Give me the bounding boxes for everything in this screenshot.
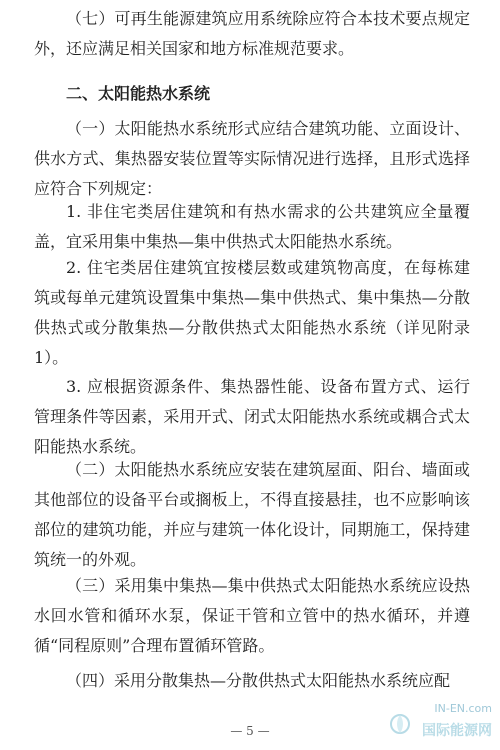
paragraph-installation: （二）太阳能热水系统应安装在建筑屋面、阳台、墙面或其他部位的设备平台或搁板上，不得直接悬挂，也不应影响该部位的建筑功能，并应与建筑一体化设计，同期施工，保持建筑统一的外观。 bbox=[34, 460, 470, 569]
paragraph-rule-3: 3. 应根据资源条件、集热器性能、设备布置方式、运行管理条件等因素，采用开式、闭式太阳能热水系统或耦合式太阳能热水系统。 bbox=[34, 377, 470, 456]
paragraph-system-selection: （一）太阳能热水系统形式应结合建筑功能、立面设计、供水方式、集热器安装位置等实际情况进行选择，且形式选择应符合下列规定： bbox=[34, 119, 470, 198]
paragraph-rule-2: 2. 住宅类居住建筑宜按楼层数或建筑物高度，在每栋建筑或每单元建筑设置集中集热—集中供热式、集中集热—分散供热式或分散集热—分散供热式太阳能热水系统（详见附录1）。 bbox=[34, 258, 470, 367]
watermark-site-name: 国际能源网 bbox=[422, 723, 492, 739]
watermark bbox=[388, 702, 492, 740]
paragraph-centralized-system: （三）采用集中集热—集中供热式太阳能热水系统应设热水回水管和循环水泵，保证干管和立管中的热水循环，并遵循“同程原则”合理布置循环管路。 bbox=[34, 576, 470, 655]
section-heading-solar-hot-water: 二、太阳能热水系统 bbox=[66, 84, 211, 103]
paragraph-distributed-system: （四）采用分散集热—分散供热式太阳能热水系统应配 bbox=[66, 671, 451, 690]
energy-logo-icon bbox=[388, 712, 412, 736]
paragraph-item-7: （七）可再生能源建筑应用系统除应符合本技术要点规定外，还应满足相关国家和地方标准规范要求。 bbox=[34, 9, 470, 58]
page-number: — 5 — bbox=[230, 724, 270, 738]
paragraph-rule-1: 1. 非住宅类居住建筑和有热水需求的公共建筑应全量覆盖，宜采用集中集热—集中供热式太阳能热水系统。 bbox=[34, 202, 470, 251]
watermark-site-label: IN-EN.com bbox=[434, 702, 492, 715]
